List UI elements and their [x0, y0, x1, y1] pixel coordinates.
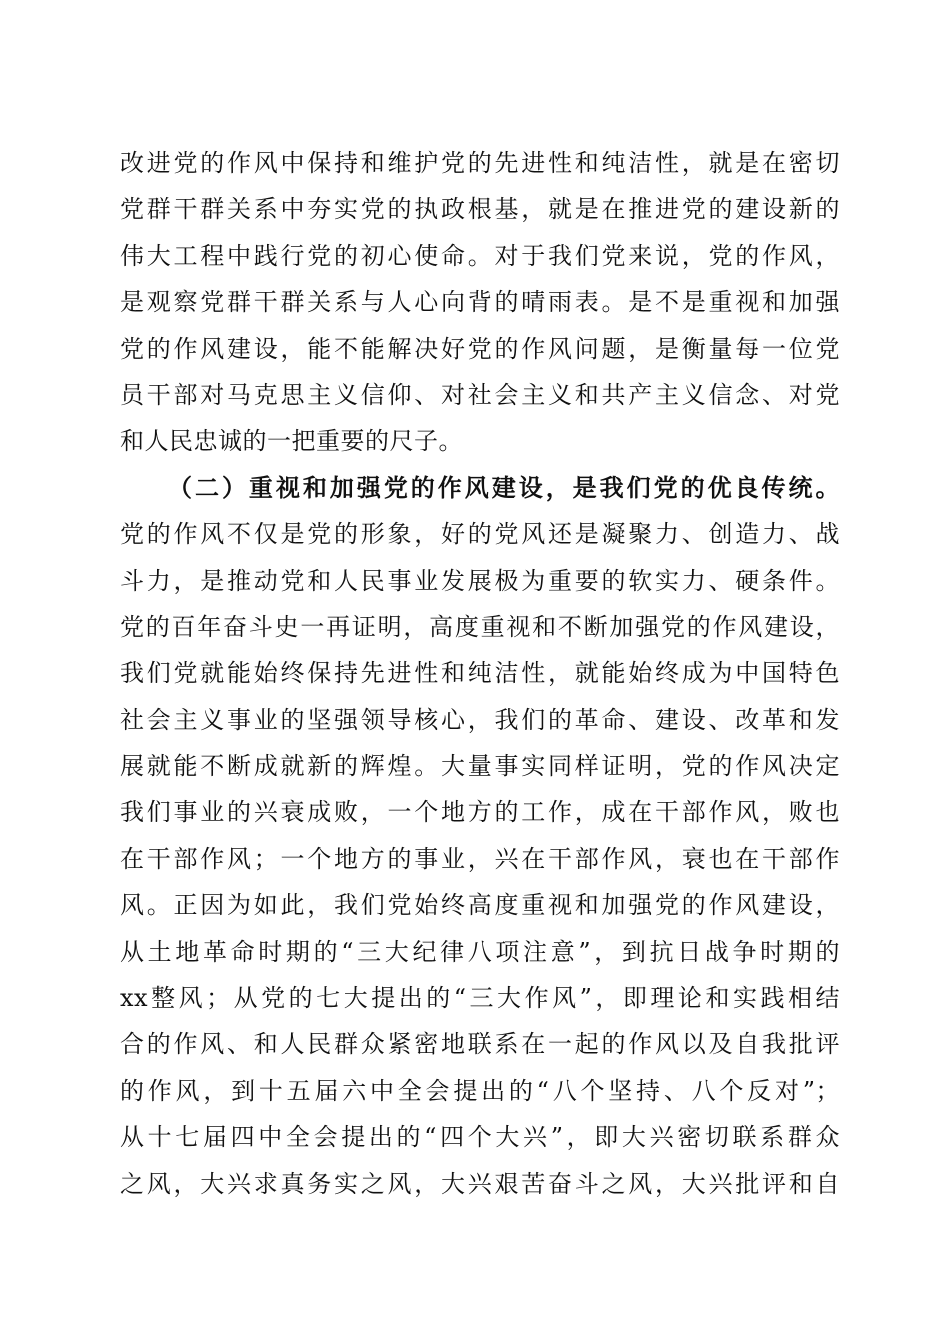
section-heading: （二）重视和加强党的作风建设，是我们党的优良传统。 [168, 472, 840, 502]
text-line: 之风，大兴求真务实之风，大兴艰苦奋斗之风，大兴批评和自 [120, 1169, 840, 1198]
text-line: 和人民忠诚的一把重要的尺子。 [120, 427, 463, 456]
text-line: 在干部作风；一个地方的事业，兴在干部作风，衰也在干部作 [120, 844, 840, 873]
text-line: 我们事业的兴衰成败，一个地方的工作，成在干部作风，败也 [120, 798, 840, 827]
text-line: 从十七届四中全会提出的“四个大兴”，即大兴密切联系群众 [120, 1123, 840, 1152]
text-line: 风。正因为如此，我们党始终高度重视和加强党的作风建设， [120, 891, 840, 920]
text-line: 党的百年奋斗史一再证明，高度重视和不断加强党的作风建设， [120, 612, 840, 641]
text-line: 我们党就能始终保持先进性和纯洁性，就能始终成为中国特色 [120, 659, 840, 688]
text-line: 从土地革命时期的“三大纪律八项注意”，到抗日战争时期的 [120, 937, 840, 966]
text-line: 党群干群关系中夯实党的执政根基，就是在推进党的建设新的 [120, 195, 840, 224]
text-line: 展就能不断成就新的辉煌。大量事实同样证明，党的作风决定 [120, 752, 840, 781]
text-line: 党的作风建设，能不能解决好党的作风问题，是衡量每一位党 [120, 334, 840, 363]
text-line: 伟大工程中践行党的初心使命。对于我们党来说，党的作风， [120, 241, 840, 270]
text-line: 社会主义事业的坚强领导核心，我们的革命、建设、改革和发 [120, 705, 840, 734]
text-line: 合的作风、和人民群众紧密地联系在一起的作风以及自我批评 [120, 1030, 840, 1059]
text-line: 的作风，到十五届六中全会提出的“八个坚持、八个反对”； [120, 1076, 840, 1105]
text-line: 斗力，是推动党和人民事业发展极为重要的软实力、硬条件。 [120, 566, 840, 595]
text-line: 改进党的作风中保持和维护党的先进性和纯洁性，就是在密切 [120, 149, 840, 177]
text-line: 党的作风不仅是党的形象，好的党风还是凝聚力、创造力、战 [120, 520, 840, 549]
text-line: xx整风；从党的七大提出的“三大作风”，即理论和实践相结 [120, 984, 840, 1013]
text-line: 员干部对马克思主义信仰、对社会主义和共产主义信念、对党 [120, 380, 840, 409]
document-body [120, 140, 840, 1207]
text-line: 是观察党群干群关系与人心向背的晴雨表。是不是重视和加强 [120, 288, 840, 317]
